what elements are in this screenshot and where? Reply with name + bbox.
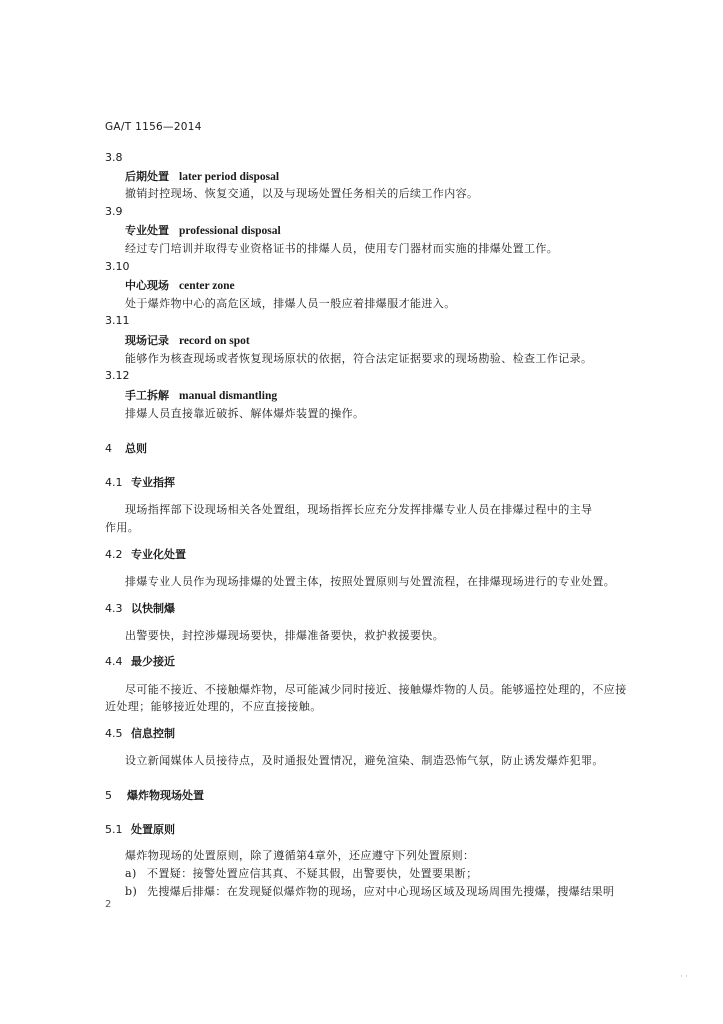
subsection-title: 处置原则 <box>131 823 175 836</box>
term-zh: 专业处置 <box>125 224 169 237</box>
term-number: 3.10 <box>105 260 130 273</box>
subsection-number: 4.2 <box>105 548 123 561</box>
term-zh: 后期处置 <box>125 170 169 183</box>
term-number: 3.11 <box>105 314 130 327</box>
paragraph-line: 尽可能不接近、不接触爆炸物，尽可能减少同时接近、接触爆炸物的人员。能够遥控处理的，不应接 <box>125 683 627 696</box>
subsection-heading <box>105 600 175 616</box>
term-en: manual dismantling <box>179 390 278 402</box>
section-number: 5 <box>105 789 112 802</box>
scan-mark: · · <box>680 972 688 981</box>
term-definition: 处于爆炸物中心的高危区域，排爆人员一般应着排爆服才能进入。 <box>125 297 456 310</box>
subsection-title: 专业指挥 <box>131 476 175 489</box>
term-zh: 中心现场 <box>125 279 169 292</box>
section-title: 总则 <box>125 442 147 455</box>
term-definition: 撤销封控现场、恢复交通，以及与现场处置任务相关的后续工作内容。 <box>125 187 479 200</box>
term-number: 3.12 <box>105 369 130 382</box>
list-text: 不置疑：接警处置应信其真、不疑其假，出警要快，处置要果断； <box>147 867 478 880</box>
subsection-heading <box>105 725 175 741</box>
term-en: center zone <box>179 280 235 292</box>
term-number: 3.8 <box>105 151 123 164</box>
page-number: 2 <box>105 899 112 910</box>
term-definition: 能够作为核查现场或者恢复现场原状的依据，符合法定证据要求的现场勘验、检查工作记录。 <box>125 352 593 365</box>
paragraph-line: 现场指挥部下设现场相关各处置组，现场指挥长应充分发挥排爆专业人员在排爆过程中的主导 <box>125 503 593 516</box>
section-title: 爆炸物现场处置 <box>127 789 204 802</box>
term-title <box>125 332 250 348</box>
subsection-number: 4.3 <box>105 602 123 615</box>
paragraph-line: 爆炸物现场的处置原则，除了遵循第4章外，还应遵守下列处置原则： <box>125 849 475 862</box>
subsection-title: 信息控制 <box>131 727 175 740</box>
term-number: 3.9 <box>105 205 123 218</box>
list-item <box>125 865 478 881</box>
term-en: later period disposal <box>179 171 280 183</box>
subsection-title: 最少接近 <box>131 655 175 668</box>
section-number: 4 <box>105 442 112 455</box>
term-zh: 手工拆解 <box>125 389 169 402</box>
subsection-heading <box>105 653 175 669</box>
paragraph-line: 近处理；能够接近处理的，不应直接接触。 <box>105 700 322 713</box>
subsection-number: 4.5 <box>105 727 123 740</box>
term-title <box>125 387 277 403</box>
subsection-title: 专业化处置 <box>131 548 186 561</box>
paragraph-line: 排爆专业人员作为现场排爆的处置主体，按照处置原则与处置流程，在排爆现场进行的专业处置。 <box>125 575 616 588</box>
subsection-heading <box>105 821 175 837</box>
subsection-number: 4.4 <box>105 655 123 668</box>
paragraph-line: 作用。 <box>105 521 140 534</box>
term-zh: 现场记录 <box>125 334 169 347</box>
list-marker: a) <box>125 867 137 880</box>
paragraph-line: 设立新闻媒体人员接待点，及时通报处置情况，避免渲染、制造恐怖气氛，防止诱发爆炸犯罪。 <box>125 754 604 767</box>
subsection-number: 4.1 <box>105 476 123 489</box>
list-text: 先搜爆后排爆：在发现疑似爆炸物的现场，应对中心现场区域及现场周围先搜爆，搜爆结果明 <box>147 885 615 898</box>
list-item <box>125 883 614 899</box>
subsection-title: 以快制爆 <box>131 602 175 615</box>
paragraph-line: 出警要快，封控涉爆现场要快，排爆准备要快，救护救援要快。 <box>125 629 445 642</box>
document-id-header: GA/T 1156—2014 <box>105 121 202 133</box>
subsection-heading <box>105 546 186 562</box>
term-title <box>125 277 235 293</box>
term-definition: 经过专门培训并取得专业资格证书的排爆人员，使用专门器材而实施的排爆处置工作。 <box>125 242 559 255</box>
section-heading <box>105 787 204 803</box>
term-title <box>125 222 281 238</box>
term-en: record on spot <box>179 335 250 347</box>
term-en: professional disposal <box>179 225 281 237</box>
term-definition: 排爆人员直接靠近破拆、解体爆炸装置的操作。 <box>125 407 365 420</box>
term-title <box>125 168 279 184</box>
subsection-number: 5.1 <box>105 823 123 836</box>
subsection-heading <box>105 474 175 490</box>
section-heading <box>105 440 147 456</box>
list-marker: b) <box>125 885 138 898</box>
